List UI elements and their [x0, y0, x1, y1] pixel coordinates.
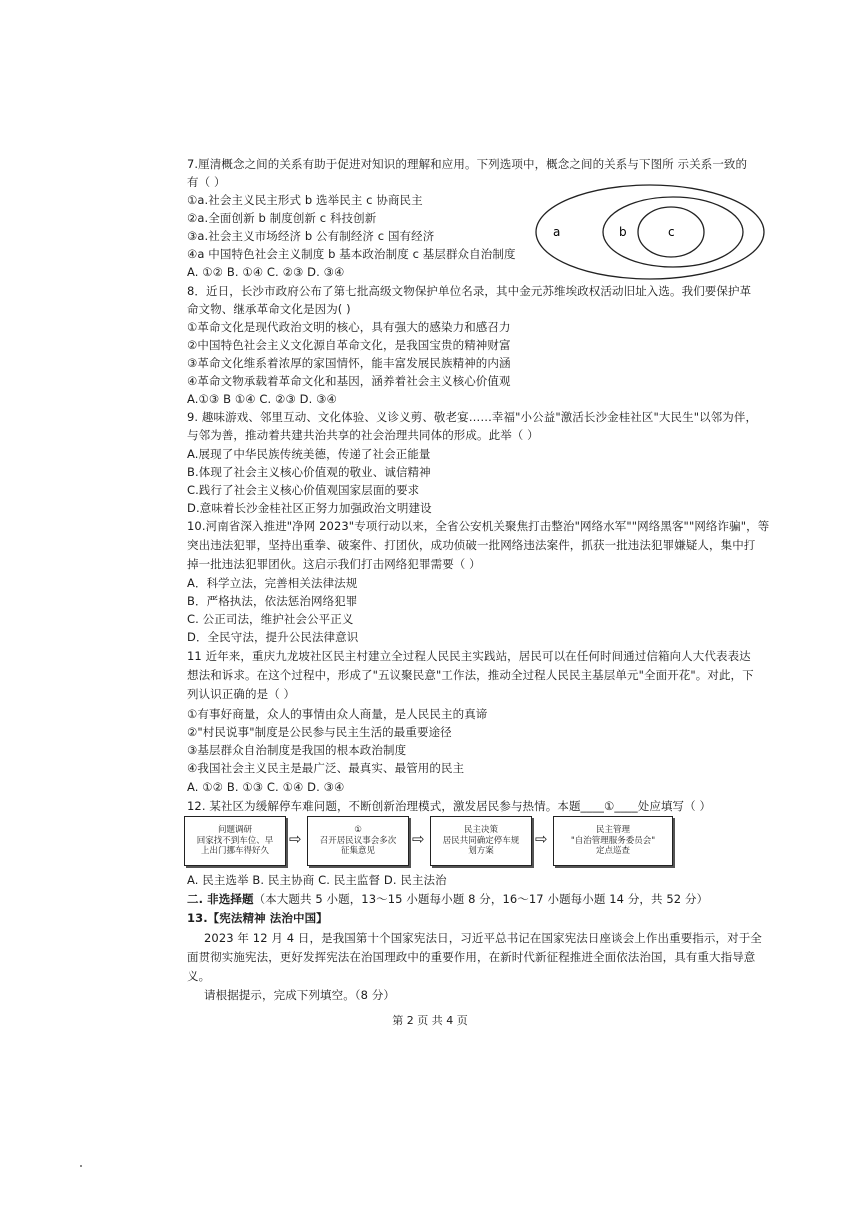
q11-stem-line1: 11 近年来，重庆九龙坡社区民主村建立全过程人民民主实践站，居民可以在任何时间通过信箱向人大代表表达 [187, 649, 751, 663]
flow-step-management [553, 816, 673, 866]
q9-stem-line2: 与邻为善，推动着共建共治共享的社会治理共同体的形成。此举（ ） [187, 428, 539, 442]
venn-label-c: c [668, 225, 675, 239]
venn-label-b: b [619, 225, 627, 239]
q10-stem-line1: 10.河南省深入推进"净网 2023"专项行动以来，全省公安机关聚焦打击整治"网络水军""网络黑客""网络诈骗"，等 [187, 519, 770, 533]
section2-title: 二. 非选择题 [187, 892, 254, 906]
q11-stem-line2: 想法和诉求。在这个过程中，形成了"五议聚民意"工作法，推动全过程人民民主基层单元"全面开花"。对此，下 [187, 668, 754, 682]
q7-option-1: ①a.社会主义民主形式 b 选举民主 c 协商民主 [187, 193, 423, 207]
flow-step-text: 征集意见 [340, 846, 375, 857]
q9-option-c: C.践行了社会主义核心价值观国家层面的要求 [187, 483, 420, 497]
q13-paragraph-line2: 面贯彻实施宪法，更好发挥宪法在治国理政中的重要作用，在新时代新征程推进全面依法治国，具有重大指导意 [187, 950, 756, 964]
flow-step-blank [307, 816, 409, 866]
q8-option-4: ④革命文物承载着革命文化和基因，涵养着社会主义核心价值观 [187, 374, 511, 388]
q11-option-2: ②"村民说事"制度是公民参与民主生活的最重要途径 [187, 725, 452, 739]
venn-label-a: a [553, 225, 561, 239]
q9-option-b: B.体现了社会主义核心价值观的敬业、诚信精神 [187, 465, 431, 479]
q10-option-a: A．科学立法，完善相关法律法规 [187, 576, 358, 590]
q7-option-2: ②a.全面创新 b 制度创新 c 科技创新 [187, 211, 377, 225]
q13-title: 13.【宪法精神 法治中国】 [187, 911, 328, 925]
q10-stem-line2: 突出违法犯罪，坚持出重拳、破案件、打团伙，成功侦破一批网络违法案件，抓获一批违法犯罪嫌疑人，集中打 [187, 538, 756, 552]
venn-diagram [533, 182, 768, 282]
q10-option-c: C. 公正司法，维护社会公平正义 [187, 612, 354, 626]
flow-step-title: ① [354, 825, 362, 836]
flow-step-text: 划方案 [468, 846, 494, 857]
q11-option-3: ③基层群众自治制度是我国的根本政治制度 [187, 743, 407, 757]
flow-step-title: 民主管理 [595, 825, 630, 836]
q13-instruction: 请根据提示，完成下列填空。（8 分） [204, 988, 396, 1002]
flow-step-title: 问题调研 [217, 825, 252, 836]
q7-answers: A. ①② B. ①④ C. ②③ D. ③④ [187, 265, 345, 279]
q13-paragraph-line3: 义。 [187, 969, 211, 983]
q9-option-a: A.展现了中华民族传统美德，传递了社会正能量 [187, 447, 431, 461]
flow-arrow-icon: ⇨ [535, 830, 548, 848]
flow-step-text: 上出门挪车得好久 [200, 846, 269, 857]
flow-step-text: "自治管理服务委员会" [570, 835, 656, 846]
q7-stem-line1: 7.厘清概念之间的关系有助于促进对知识的理解和应用。下列选项中，概念之间的关系与下图所 示关系一致的 [187, 157, 748, 171]
q8-answers: A.①③ B ①④ C. ②③ D. ③④ [187, 392, 337, 406]
q12-stem: 12. 某社区为缓解停车难问题，不断创新治理模式，激发居民参与热情。本题____①____处应填写（ ） [187, 799, 712, 813]
flow-arrow-icon: ⇨ [412, 830, 425, 848]
q8-stem-line1: 8．近日，长沙市政府公布了第七批高级文物保护单位名录，其中金元苏维埃政权活动旧址入选。我们要保护革 [187, 284, 752, 298]
scan-speck [80, 1165, 82, 1167]
q11-stem-line3: 列认识正确的是（ ） [187, 687, 296, 701]
page-number: 第 2 页 共 4 页 [392, 1014, 468, 1027]
q12-answers: A. 民主选举 B. 民主协商 C. 民主监督 D. 民主法治 [187, 873, 447, 887]
q8-option-1: ①革命文化是现代政治文明的核心，具有强大的感染力和感召力 [187, 320, 511, 334]
q11-option-1: ①有事好商量，众人的事情由众人商量，是人民民主的真谛 [187, 707, 488, 721]
flow-step-text: 回家找不到车位、早 [196, 835, 274, 846]
q10-stem-line3: 掉一批违法犯罪团伙。这启示我们打击网络犯罪需要（ ） [187, 557, 481, 571]
q10-option-b: B．严格执法，依法惩治网络犯罪 [187, 594, 358, 608]
flow-step-research [184, 816, 286, 866]
flow-step-decision [430, 816, 532, 866]
section2-description: （本大题共 5 小题，13～15 小题每小题 8 分，16～17 小题每小题 14 分，共 52 分） [253, 892, 709, 906]
q8-option-2: ②中国特色社会主义文化源自革命文化，是我国宝贵的精神财富 [187, 338, 511, 352]
q7-stem-line2: 有（ ） [187, 175, 226, 189]
q11-answers: A. ①② B. ①③ C. ①④ D. ③④ [187, 780, 345, 794]
flow-step-text: 召开居民议事会多次 [319, 835, 397, 846]
flow-step-title: 民主决策 [463, 825, 498, 836]
q9-stem-line1: 9. 趣味游戏、邻里互动、文化体验、义诊义剪、敬老宴……幸福"小公益"激活长沙金桂社区"大民生"以邻为伴， [187, 410, 758, 424]
q9-option-d: D.意味着长沙金桂社区正努力加强政治文明建设 [187, 501, 432, 515]
q10-option-d: D．全民守法，提升公民法律意识 [187, 630, 359, 644]
q11-option-4: ④我国社会主义民主是最广泛、最真实、最管用的民主 [187, 761, 465, 775]
flow-step-text: 定点巡查 [595, 846, 630, 857]
flow-step-text: 居民共同确定停车规 [442, 835, 520, 846]
flow-arrow-icon: ⇨ [289, 830, 302, 848]
q8-option-3: ③革命文化维系着浓厚的家国情怀，能丰富发展民族精神的内涵 [187, 356, 511, 370]
q7-option-3: ③a.社会主义市场经济 b 公有制经济 c 国有经济 [187, 229, 435, 243]
q12-flowchart [180, 816, 680, 870]
q8-stem-line2: 命文物、继承革命文化是因为( ) [187, 302, 351, 316]
q7-option-4: ④a 中国特色社会主义制度 b 基本政治制度 c 基层群众自治制度 [187, 247, 516, 261]
q13-paragraph-line1: 2023 年 12 月 4 日，是我国第十个国家宪法日，习近平总书记在国家宪法日座谈会上作出重要指示，对于全 [204, 931, 762, 945]
section2-heading [187, 891, 708, 907]
